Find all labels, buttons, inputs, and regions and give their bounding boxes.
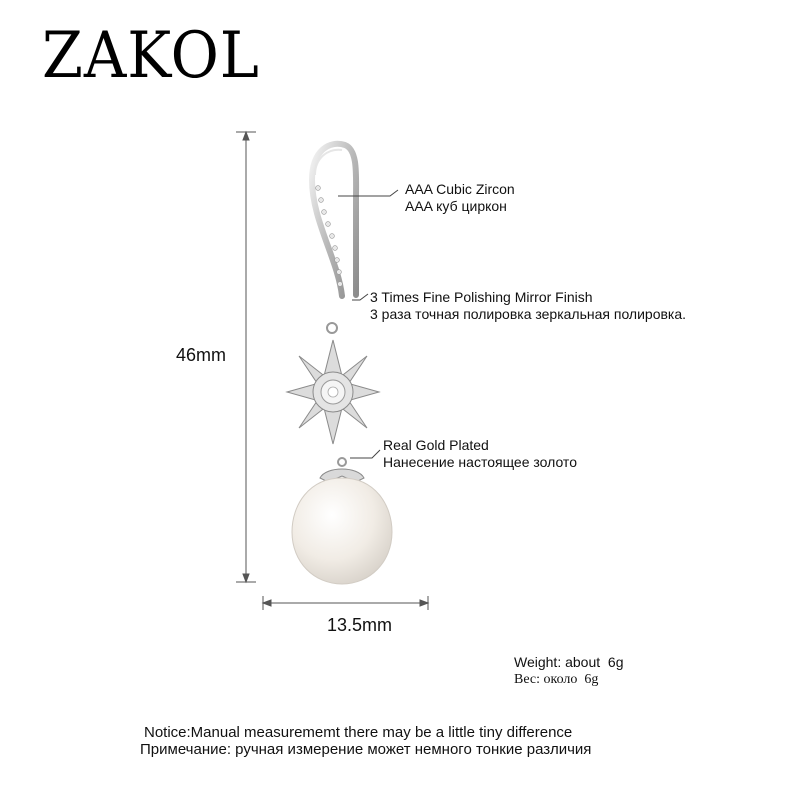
callout-zircon-ru: AAA куб циркон — [405, 198, 507, 214]
callout-gold-plated — [383, 437, 577, 471]
notice-en: Notice:Manual measurememt there may be a little tiny difference — [144, 724, 573, 741]
callout-leader-lines — [338, 190, 398, 458]
callout-polishing-en: 3 Times Fine Polishing Mirror Finish — [370, 289, 593, 305]
hook-icon — [312, 144, 356, 296]
brand-logo: ZAKOL — [42, 19, 260, 93]
callout-gold-plated-en: Real Gold Plated — [383, 437, 489, 453]
callout-polishing-ru: 3 раза точная полировка зеркальная полировка. — [370, 306, 687, 322]
height-dimension-line — [236, 132, 256, 582]
width-dimension-line — [263, 596, 428, 610]
callout-polishing — [370, 289, 686, 323]
width-label: 13.5mm — [327, 615, 393, 635]
flower-charm-icon — [287, 340, 379, 444]
notice-ru: Примечание: ручная измерение может немного тонкие различия — [140, 741, 592, 758]
callout-gold-plated-ru: Нанесение настоящее золото — [383, 454, 577, 470]
pearl-icon — [292, 478, 392, 584]
height-label: 46mm — [176, 345, 227, 365]
weight-info — [514, 654, 623, 688]
weight-en: Weight: about 6g — [514, 654, 624, 670]
callout-zircon — [405, 181, 515, 215]
jump-ring-icon — [327, 323, 337, 333]
callout-zircon-en: AAA Cubic Zircon — [405, 181, 515, 197]
weight-ru: Вес: около 6g — [514, 672, 599, 687]
